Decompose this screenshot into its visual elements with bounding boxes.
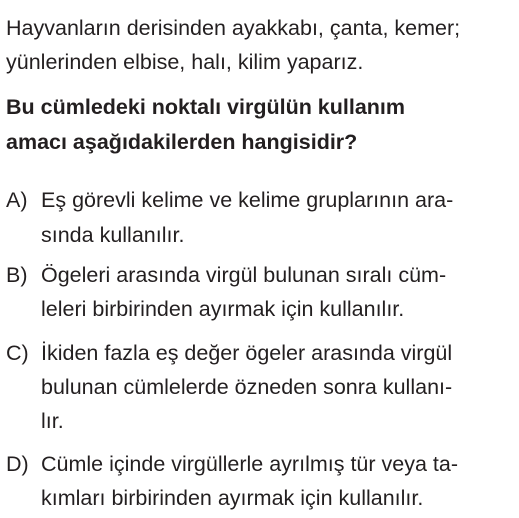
option-d-letter: D) bbox=[6, 452, 29, 476]
option-a-line-1: Eş görevli kelime ve kelime gruplarının ara- bbox=[41, 188, 454, 212]
option-b-line-1: Ögeleri arasında virgül bulunan sıralı cüm- bbox=[41, 263, 447, 287]
option-b-line-2: leleri birbirinden ayırmak için kullanılır. bbox=[41, 297, 405, 321]
option-d-line-1: Cümle içinde virgüllerle ayrılmış tür veya ta- bbox=[41, 452, 458, 476]
question-line-2: amacı aşağıdakilerden hangisidir? bbox=[6, 130, 358, 154]
stem-line-1: Hayvanların derisinden ayakkabı, çanta, kemer; bbox=[6, 16, 461, 40]
question-line-1: Bu cümledeki noktalı virgülün kullanım bbox=[6, 95, 406, 119]
option-b-letter: B) bbox=[6, 263, 28, 287]
option-c-line-1: İkiden fazla eş değer ögeler arasında virgül bbox=[41, 341, 453, 365]
option-c-letter: C) bbox=[6, 341, 29, 365]
option-a-line-2: sında kullanılır. bbox=[41, 223, 185, 247]
option-a-letter: A) bbox=[6, 188, 28, 212]
stem-line-2: yünlerinden elbise, halı, kilim yaparız. bbox=[6, 50, 364, 74]
option-c-line-3: lır. bbox=[41, 409, 64, 433]
option-c-line-2: bulunan cümlelerde özneden sonra kullanı- bbox=[41, 375, 453, 399]
option-d-line-2: kımları birbirinden ayırmak için kullanılır. bbox=[41, 486, 424, 510]
